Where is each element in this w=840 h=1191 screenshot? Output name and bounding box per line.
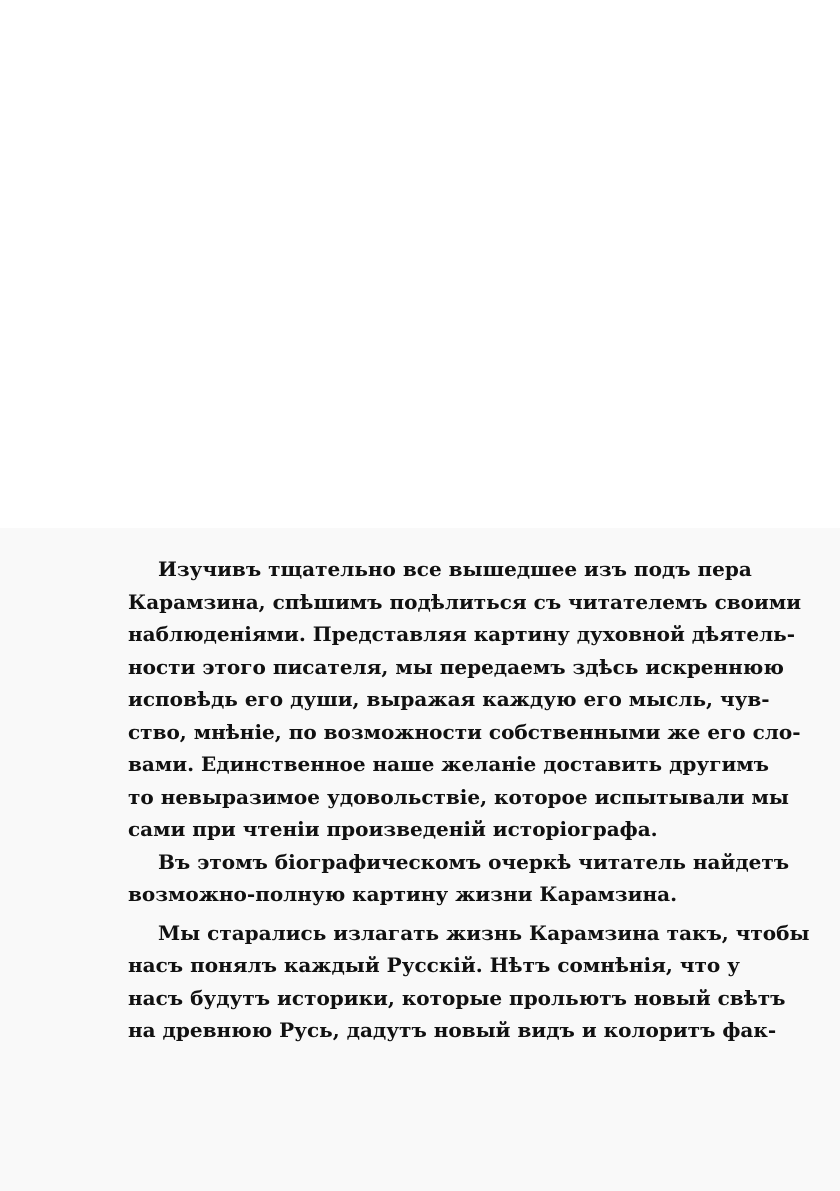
body-text <box>128 553 810 1047</box>
text-line: Карамзина, спѣшимъ подѣлиться съ читателемъ своими <box>128 589 802 614</box>
text-line: насъ будутъ историки, которые прольютъ новый свѣтъ <box>128 985 786 1010</box>
paragraph-2 <box>128 846 790 911</box>
text-line: возможно-полную картину жизни Карамзина. <box>128 882 678 906</box>
text-line: Мы старались излагать жизнь Карамзина такъ, чтобы <box>158 920 810 945</box>
paragraph-3 <box>128 917 810 1047</box>
text-line: на древнюю Русь, дадутъ новый видъ и колоритъ фак- <box>128 1018 777 1042</box>
text-line: наблюденіями. Представляя картину духовной дѣятель- <box>128 622 796 646</box>
text-line: Въ этомъ біографическомъ очеркѣ читатель найдетъ <box>158 849 790 874</box>
text-line: вами. Единственное наше желаніе доставить другимъ <box>128 752 769 776</box>
text-line: то невыразимое удовольствіе, которое испытывали мы <box>128 784 789 809</box>
text-line: ство, мнѣніе, по возможности собственными же его сло- <box>128 719 801 744</box>
text-line: сами при чтеніи произведеній исторіографа. <box>128 817 658 841</box>
text-line: исповѣдь его души, выражая каждую его мысль, чув- <box>128 687 770 711</box>
paragraph-1 <box>128 553 802 846</box>
text-line: насъ понялъ каждый Русскій. Нѣтъ сомнѣнія, что у <box>128 953 740 977</box>
text-line: Изучивъ тщательно все вышедшее изъ подъ пера <box>158 557 752 581</box>
text-line: ности этого писателя, мы передаемъ здѣсь искреннюю <box>128 654 784 679</box>
